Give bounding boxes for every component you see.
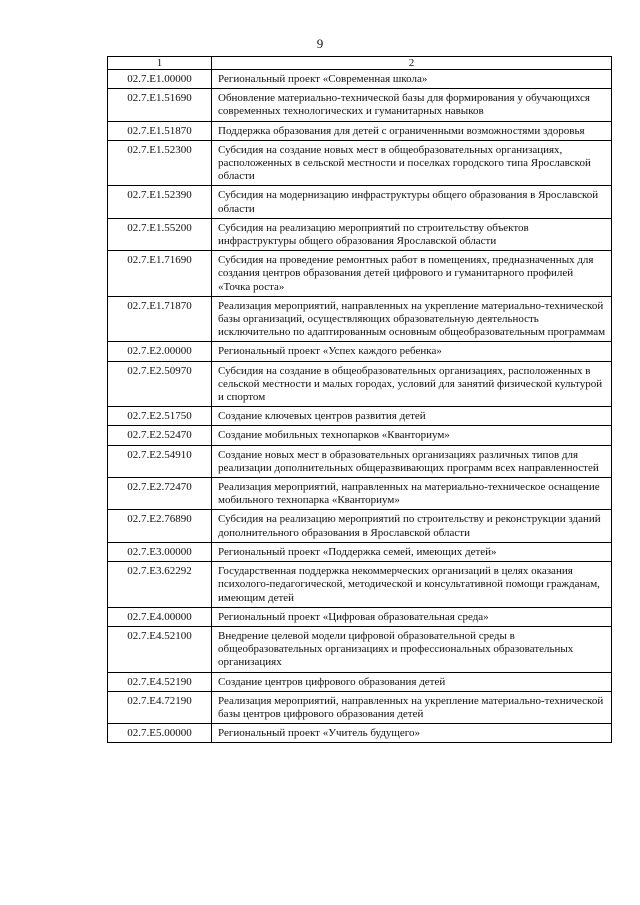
budget-classification-table (107, 56, 612, 743)
row-code-cell: 02.7.E1.55200 (108, 218, 212, 250)
row-code-cell: 02.7.E2.54910 (108, 445, 212, 477)
table-row (108, 562, 612, 608)
table-row (108, 510, 612, 542)
table-row (108, 186, 612, 218)
row-name-cell: Региональный проект «Успех каждого ребенка» (212, 342, 612, 361)
row-code-cell: 02.7.E4.72190 (108, 691, 212, 723)
row-name-cell: Реализация мероприятий, направленных на материально-техническое оснащение мобильного технопарка «Кванториум» (212, 478, 612, 510)
row-name-cell: Субсидия на создание в общеобразовательных организациях, расположенных в сельской местности и малых городах, условий для занятий физической культурой и спортом (212, 361, 612, 407)
table-row (108, 672, 612, 691)
table-row (108, 296, 612, 342)
table-row (108, 542, 612, 561)
row-code-cell: 02.7.E4.52100 (108, 626, 212, 672)
table-row (108, 691, 612, 723)
row-name-cell: Региональный проект «Поддержка семей, имеющих детей» (212, 542, 612, 561)
row-code-cell: 02.7.E1.71870 (108, 296, 212, 342)
row-name-cell: Внедрение целевой модели цифровой образовательной среды в общеобразовательных организациях и профессиональных образовательных организациях (212, 626, 612, 672)
row-name-cell: Региональный проект «Учитель будущего» (212, 724, 612, 743)
row-code-cell: 02.7.E1.52300 (108, 140, 212, 186)
table-row (108, 626, 612, 672)
table-row (108, 426, 612, 445)
row-name-cell: Создание ключевых центров развития детей (212, 407, 612, 426)
row-code-cell: 02.7.E4.52190 (108, 672, 212, 691)
table-row (108, 342, 612, 361)
table-row (108, 478, 612, 510)
row-code-cell: 02.7.E1.51870 (108, 121, 212, 140)
table-row (108, 407, 612, 426)
row-code-cell: 02.7.E1.00000 (108, 70, 212, 89)
column-header-code: 1 (108, 57, 212, 70)
row-code-cell: 02.7.E5.00000 (108, 724, 212, 743)
row-name-cell: Региональный проект «Цифровая образовательная среда» (212, 607, 612, 626)
table-row (108, 89, 612, 121)
row-name-cell: Субсидия на создание новых мест в общеобразовательных организациях, расположенных в сельской местности и поселках городского типа Ярославской области (212, 140, 612, 186)
row-code-cell: 02.7.E1.52390 (108, 186, 212, 218)
row-name-cell: Субсидия на реализацию мероприятий по строительству и реконструкции зданий дополнительного образования в Ярославской области (212, 510, 612, 542)
table-row (108, 724, 612, 743)
row-code-cell: 02.7.E2.50970 (108, 361, 212, 407)
row-name-cell: Обновление материально-технической базы для формирования у обучающихся современных технологических и гуманитарных навыков (212, 89, 612, 121)
row-code-cell: 02.7.E2.51750 (108, 407, 212, 426)
table-row (108, 140, 612, 186)
row-name-cell: Реализация мероприятий, направленных на укрепление материально-технической базы центров цифрового образования детей (212, 691, 612, 723)
table-row (108, 121, 612, 140)
row-name-cell: Поддержка образования для детей с ограниченными возможностями здоровья (212, 121, 612, 140)
table-row (108, 607, 612, 626)
row-name-cell: Региональный проект «Современная школа» (212, 70, 612, 89)
row-code-cell: 02.7.E4.00000 (108, 607, 212, 626)
table-row (108, 251, 612, 297)
page-number: 9 (316, 36, 324, 51)
table-row (108, 70, 612, 89)
row-name-cell: Субсидия на реализацию мероприятий по строительству объектов инфраструктуры общего образования Ярославской области (212, 218, 612, 250)
table-row (108, 361, 612, 407)
row-name-cell: Государственная поддержка некоммерческих организаций в целях оказания психолого-педагогической, методической и консультативной помощи гражданам, имеющим детей (212, 562, 612, 608)
row-code-cell: 02.7.E3.62292 (108, 562, 212, 608)
row-name-cell: Создание мобильных технопарков «Кванториум» (212, 426, 612, 445)
row-name-cell: Реализация мероприятий, направленных на укрепление материально-технической базы организаций, осуществляющих образовательную деятельность исключительно по адаптированным основным общеобразовательным программам (212, 296, 612, 342)
row-code-cell: 02.7.E1.51690 (108, 89, 212, 121)
row-code-cell: 02.7.E2.76890 (108, 510, 212, 542)
row-name-cell: Создание новых мест в образовательных организациях различных типов для реализации дополнительных общеразвивающих программ всех направленностей (212, 445, 612, 477)
row-name-cell: Субсидия на модернизацию инфраструктуры общего образования в Ярославской области (212, 186, 612, 218)
table-row (108, 218, 612, 250)
row-code-cell: 02.7.E2.00000 (108, 342, 212, 361)
table-header-row (108, 57, 612, 70)
row-name-cell: Субсидия на проведение ремонтных работ в помещениях, предназначенных для создания центров образования детей цифрового и гуманитарного профилей «Точка роста» (212, 251, 612, 297)
row-name-cell: Создание центров цифрового образования детей (212, 672, 612, 691)
row-code-cell: 02.7.E2.52470 (108, 426, 212, 445)
column-header-name: 2 (212, 57, 612, 70)
row-code-cell: 02.7.E3.00000 (108, 542, 212, 561)
row-code-cell: 02.7.E2.72470 (108, 478, 212, 510)
row-code-cell: 02.7.E1.71690 (108, 251, 212, 297)
table-row (108, 445, 612, 477)
